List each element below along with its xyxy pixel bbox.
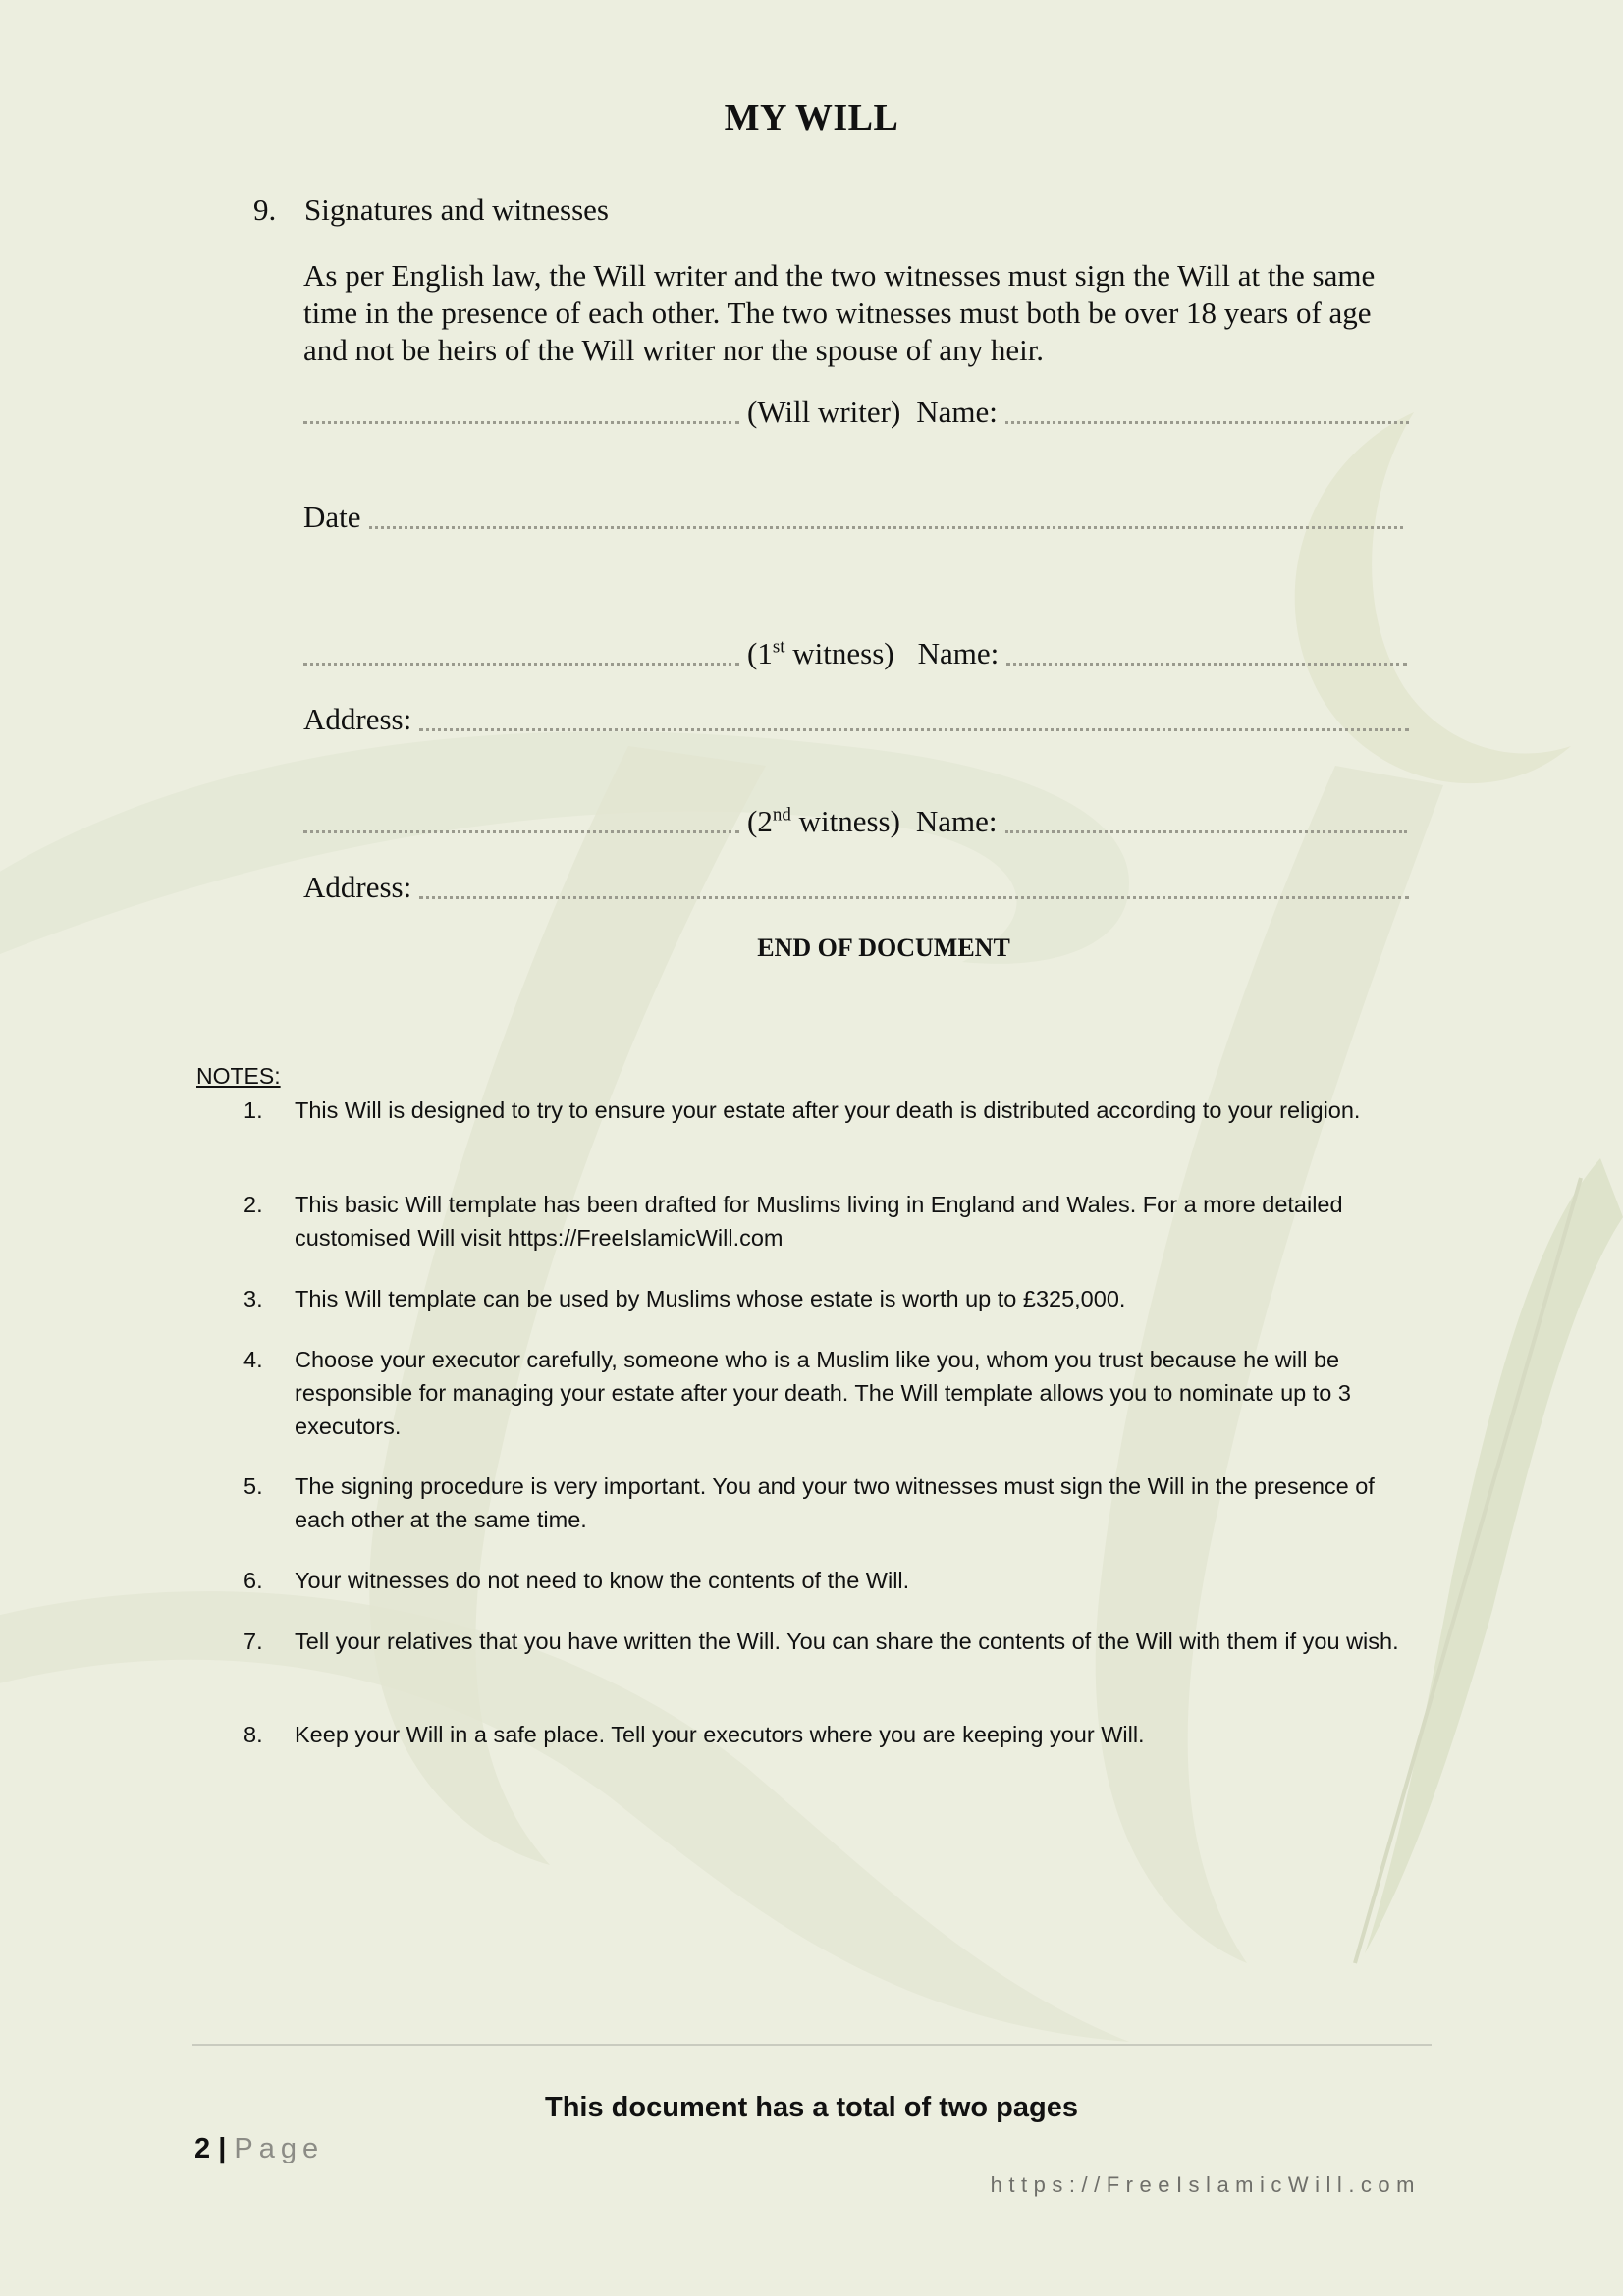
note-text: This Will template can be used by Muslims whose estate is worth up to £325,000. — [295, 1286, 1126, 1311]
witness1-signature-line — [303, 663, 739, 666]
note-number: 8. — [243, 1722, 263, 1747]
witness2-label: (2nd witness) — [747, 804, 900, 838]
note-item — [243, 1625, 1422, 1658]
note-text: This Will is designed to try to ensure your estate after your death is distributed according to your religion. — [295, 1097, 1361, 1123]
witness2-name-label: Name: — [915, 804, 998, 838]
section-intro: As per English law, the Will writer and the two witnesses must sign the Will at the same time in the presence of each other. The two witnesses must both be over 18 years of age and not be heirs of the Will writer nor the spouse of any heir. — [303, 258, 1376, 367]
witness1-signature-row — [303, 636, 1407, 671]
will-writer-signature-line — [303, 421, 739, 424]
witness1-address-label: Address: — [303, 702, 412, 736]
total-pages-note: This document has a total of two pages — [545, 2092, 1078, 2123]
witness1-address-line — [419, 728, 1409, 731]
will-writer-signature-row — [303, 395, 1409, 430]
witness2-address-label: Address: — [303, 870, 412, 904]
page-word: Page — [234, 2133, 325, 2164]
footer-divider — [192, 2044, 1432, 2046]
note-text: Keep your Will in a safe place. Tell your executors where you are keeping your Will. — [295, 1722, 1145, 1747]
note-number: 7. — [243, 1629, 263, 1654]
witness1-name-line — [1006, 663, 1407, 666]
witness2-signature-row — [303, 804, 1407, 839]
note-text: The signing procedure is very important. You and your two witnesses must sign the Will in the presence of each other at the same time. — [295, 1473, 1375, 1532]
note-item — [243, 1718, 1422, 1751]
document-title: MY WILL — [724, 97, 899, 138]
witness1-name-label: Name: — [917, 636, 1000, 670]
note-number: 3. — [243, 1286, 263, 1311]
note-number: 4. — [243, 1347, 263, 1372]
page-number-value: 2 — [194, 2133, 211, 2164]
note-item — [243, 1469, 1422, 1536]
notes-title: NOTES: — [196, 1063, 281, 1089]
note-text: Choose your executor carefully, someone who is a Muslim like you, whom you trust because he will be responsible for managing your estate after your death. The Will template allows you to nominate up to 3 executors. — [295, 1347, 1351, 1439]
note-item — [243, 1094, 1422, 1127]
date-label: Date — [303, 500, 361, 534]
will-writer-name-line — [1005, 421, 1409, 424]
note-text: Your witnesses do not need to know the contents of the Will. — [295, 1568, 910, 1593]
witness2-address-line — [419, 896, 1409, 899]
end-of-document: END OF DOCUMENT — [757, 934, 1010, 962]
note-text: Tell your relatives that you have written the Will. You can share the contents of the Will with them if you wish. — [295, 1629, 1399, 1654]
witness1-label: (1st witness) — [747, 636, 894, 670]
note-number: 5. — [243, 1473, 263, 1499]
note-item — [243, 1343, 1422, 1443]
note-item — [243, 1564, 1422, 1597]
note-item — [243, 1188, 1422, 1255]
witness1-address-row — [303, 702, 1409, 737]
will-writer-label: (Will writer) — [747, 395, 901, 429]
will-writer-name-label: Name: — [916, 395, 998, 429]
note-number: 6. — [243, 1568, 263, 1593]
note-text: This basic Will template has been drafted for Muslims living in England and Wales. For a more detailed customised Will visit https://FreeIslamicWill.com — [295, 1192, 1343, 1251]
section-heading-text: Signatures and witnesses — [304, 192, 609, 227]
date-row — [303, 500, 1403, 535]
note-item — [243, 1282, 1422, 1315]
page-number — [194, 2133, 324, 2165]
witness2-name-line — [1005, 830, 1407, 833]
section-number: 9. — [253, 192, 277, 227]
date-line — [369, 526, 1403, 529]
note-number: 1. — [243, 1097, 263, 1123]
witness2-address-row — [303, 870, 1409, 905]
website-url: https://FreeIslamicWill.com — [990, 2172, 1421, 2197]
witness2-signature-line — [303, 830, 739, 833]
note-number: 2. — [243, 1192, 263, 1217]
page-separator: | — [218, 2133, 227, 2164]
section-heading — [253, 192, 609, 228]
